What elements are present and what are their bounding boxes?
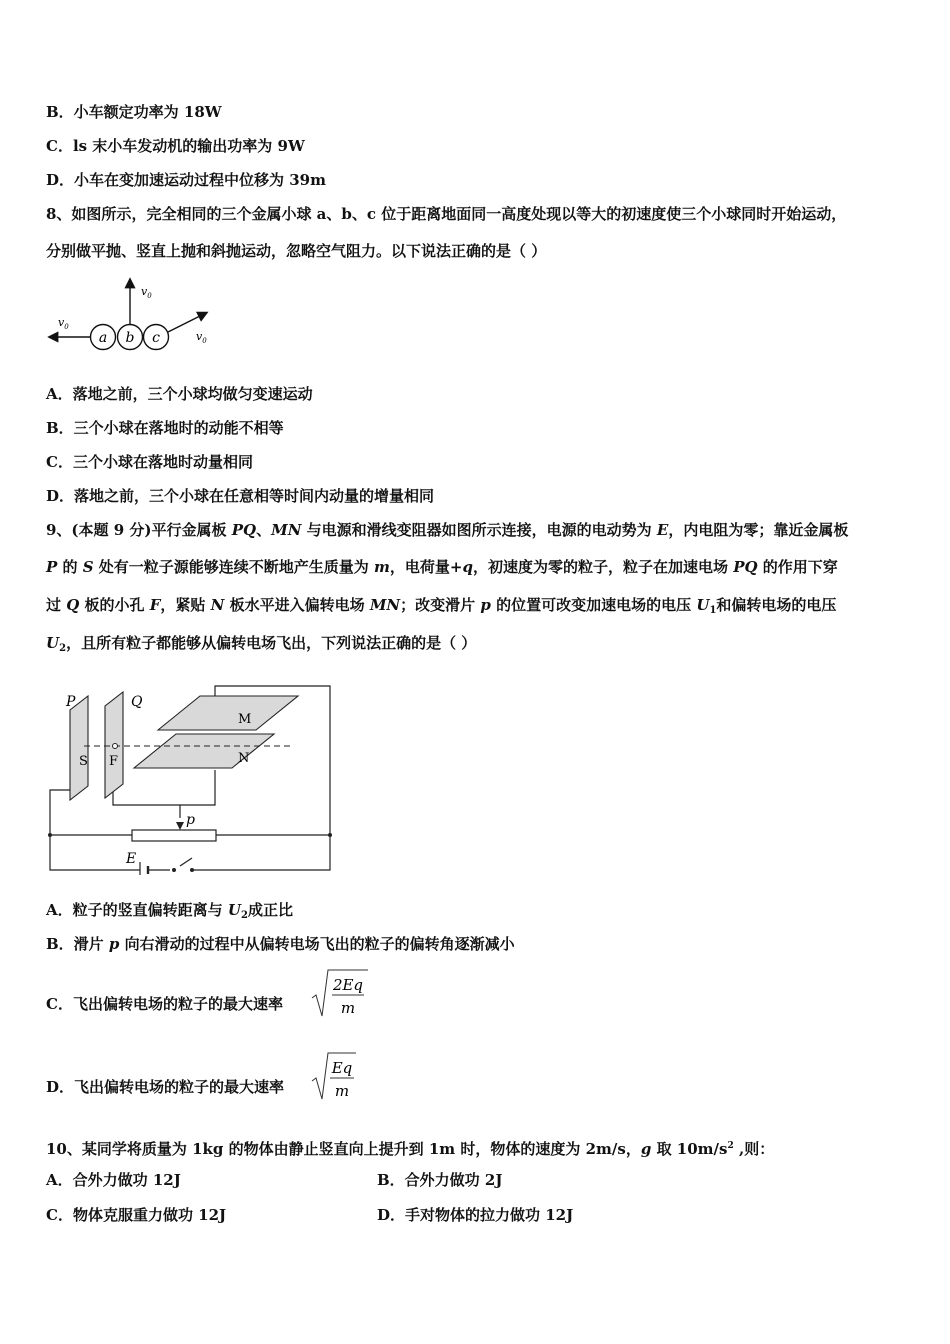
v0-left: $v_0$ bbox=[58, 316, 69, 331]
label-m: M bbox=[238, 712, 252, 727]
label-n: N bbox=[238, 751, 250, 766]
v0-oblique: $v_0$ bbox=[196, 330, 207, 345]
q7-option-d: D．小车在变加速运动过程中位移为 39m bbox=[46, 171, 326, 189]
q9-option-d: D．飞出偏转电场的粒子的最大速率 bbox=[46, 1078, 285, 1096]
ball-c-label: c bbox=[152, 330, 160, 346]
q8-option-d: D．落地之前，三个小球在任意相等时间内动量的增量相同 bbox=[46, 487, 435, 505]
plate-p bbox=[70, 696, 88, 800]
q10-option-b: B．合外力做功 2J bbox=[377, 1171, 503, 1189]
q9-stem-line3: 过 Q 板的小孔 F，紧贴 N 板水平进入偏转电场 MN；改变滑片 p 的位置可改变加速电场的电压 $U_1$和偏转电场的电压 bbox=[46, 596, 837, 616]
q8-figure-balls bbox=[44, 270, 224, 360]
formula-d-denominator: m bbox=[334, 1082, 350, 1100]
plate-n bbox=[134, 734, 274, 768]
q9-option-c-formula bbox=[310, 966, 370, 1022]
q9-stem-line1: 9、(本题 9 分)平行金属板 PQ、MN 与电源和滑线变阻器如图所示连接，电源的电动势为 E，内电阻为零；靠近金属板 bbox=[46, 521, 849, 539]
q10-stem: 10、某同学将质量为 1kg 的物体由静止竖直向上提升到 1m 时，物体的速度为 2m/s，g 取 $10m/s^2$ ,则： bbox=[46, 1140, 775, 1158]
plate-m bbox=[158, 696, 298, 730]
q9-stem-line4: $U_2$，且所有粒子都能够从偏转电场飞出，下列说法正确的是（ ） bbox=[46, 634, 477, 654]
q7-option-c: C．ls 末小车发动机的输出功率为 9W bbox=[46, 137, 305, 155]
ball-b-label: b bbox=[125, 330, 135, 346]
q10-option-a: A．合外力做功 12J bbox=[46, 1171, 181, 1189]
rheostat bbox=[132, 830, 216, 841]
q10-option-d: D．手对物体的拉力做功 12J bbox=[377, 1206, 574, 1224]
label-p-plate: P bbox=[66, 694, 76, 710]
q9-circuit-figure bbox=[40, 680, 340, 875]
q8-stem-line1: 8、如图所示，完全相同的三个金属小球 a、b、c 位于距离地面同一高度处现以等大的初速度使三个小球同时开始运动， bbox=[46, 205, 847, 223]
q10-option-c: C．物体克服重力做功 12J bbox=[46, 1206, 227, 1224]
formula-c-numerator: 2Eq bbox=[332, 976, 364, 994]
q9-option-a: A．粒子的竖直偏转距离与 $U_2$成正比 bbox=[46, 901, 293, 921]
v0-up: $v_0$ bbox=[141, 285, 152, 300]
q8-option-c: C．三个小球在落地时动量相同 bbox=[46, 453, 253, 471]
label-q-plate: Q bbox=[131, 694, 143, 710]
formula-d-numerator: Eq bbox=[331, 1059, 353, 1077]
label-f: F bbox=[109, 754, 119, 769]
q9-stem-line2: P 的 S 处有一粒子源能够连续不断地产生质量为 m，电荷量+q，初速度为零的粒子，粒子在加速电场 PQ 的作用下穿 bbox=[46, 558, 838, 576]
q9-option-d-formula bbox=[310, 1049, 360, 1105]
q8-option-a: A．落地之前，三个小球均做匀变速运动 bbox=[46, 385, 313, 403]
q9-option-c: C．飞出偏转电场的粒子的最大速率 bbox=[46, 995, 283, 1013]
q8-stem-line2: 分别做平抛、竖直上抛和斜抛运动，忽略空气阻力。以下说法正确的是（ ） bbox=[46, 242, 547, 260]
q7-option-b: B．小车额定功率为 18W bbox=[46, 103, 222, 121]
label-e: E bbox=[126, 851, 137, 867]
formula-c-denominator: m bbox=[340, 999, 356, 1017]
label-s: S bbox=[79, 754, 88, 769]
q9-option-b: B．滑片 p 向右滑动的过程中从偏转电场飞出的粒子的偏转角逐渐减小 bbox=[46, 935, 515, 953]
ball-a-label: a bbox=[98, 330, 108, 346]
q8-option-b: B．三个小球在落地时的动能不相等 bbox=[46, 419, 284, 437]
label-slider-p: p bbox=[186, 812, 195, 828]
